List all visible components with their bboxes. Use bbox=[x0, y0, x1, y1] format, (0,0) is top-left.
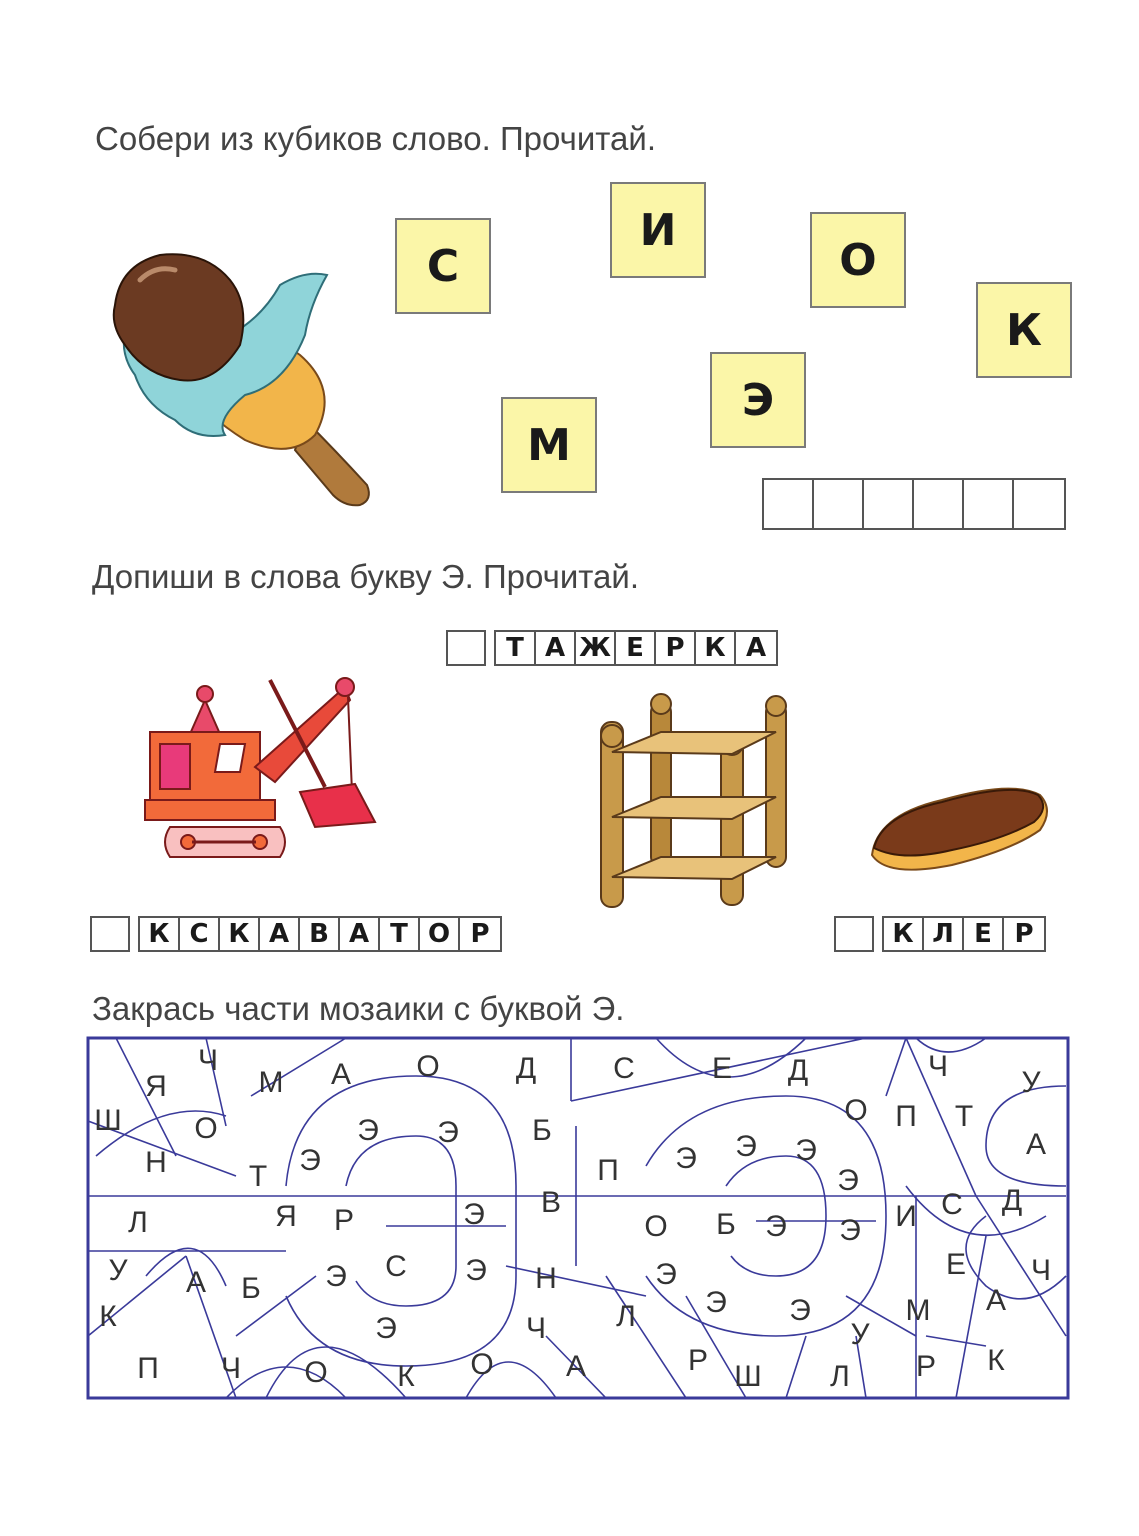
mosaic-cell-letter[interactable]: Д bbox=[515, 1051, 537, 1085]
mosaic-cell-letter[interactable]: К bbox=[99, 1299, 117, 1333]
cube-letter: Э bbox=[741, 374, 775, 426]
mosaic-cell-letter[interactable]: Э bbox=[735, 1129, 757, 1163]
word-letter: А bbox=[536, 632, 576, 664]
word-letter: В bbox=[300, 918, 340, 950]
mosaic-cell-letter[interactable]: Э bbox=[357, 1113, 379, 1147]
word-letter: Е bbox=[616, 632, 656, 664]
letter-cube[interactable] bbox=[810, 212, 906, 308]
mosaic-cell-letter[interactable]: Э bbox=[789, 1293, 811, 1327]
mosaic-cell-letter[interactable]: Т bbox=[248, 1159, 268, 1193]
word-letter: А bbox=[745, 633, 767, 663]
mosaic-cell-letter[interactable]: Э bbox=[463, 1197, 485, 1231]
mosaic-cell-letter[interactable]: В bbox=[540, 1185, 562, 1219]
mosaic-cell-letter[interactable]: Э bbox=[655, 1257, 677, 1291]
mosaic-cell-letter[interactable]: С bbox=[385, 1249, 407, 1283]
mosaic-cell-letter[interactable]: Ш bbox=[94, 1103, 122, 1137]
mosaic-cell-letter[interactable]: Э bbox=[465, 1253, 487, 1287]
mosaic-cell-letter[interactable]: П bbox=[597, 1153, 619, 1187]
mosaic-cell-letter[interactable]: Э bbox=[437, 1115, 459, 1149]
mosaic-cell-letter[interactable]: П bbox=[137, 1351, 159, 1385]
ice-cream-illustration bbox=[105, 245, 380, 510]
mosaic-cell-letter[interactable]: Т bbox=[954, 1099, 974, 1133]
mosaic-cell-letter[interactable]: Э bbox=[325, 1259, 347, 1293]
answer-slot[interactable] bbox=[864, 480, 914, 528]
word-letter: Р bbox=[1014, 919, 1034, 949]
word-letter: К bbox=[220, 918, 260, 950]
mosaic-cell-letter[interactable]: У bbox=[108, 1253, 128, 1287]
mosaic-cell-letter[interactable]: Ч bbox=[198, 1043, 218, 1077]
letter-cube[interactable] bbox=[610, 182, 706, 278]
mosaic-cell-letter[interactable]: Э bbox=[765, 1209, 787, 1243]
word-letter: Р bbox=[656, 632, 696, 664]
cube-letter: К bbox=[1006, 304, 1042, 356]
mosaic-cell-letter[interactable]: И bbox=[895, 1199, 917, 1233]
instruction-3: Закрась части мозаики с буквой Э. bbox=[92, 990, 625, 1027]
answer-slot[interactable] bbox=[914, 480, 964, 528]
word-letter: К bbox=[884, 918, 924, 950]
word-letter: Л bbox=[924, 918, 964, 950]
mosaic-cell-letter[interactable]: О bbox=[194, 1111, 218, 1145]
mosaic-cell-letter[interactable]: Ш bbox=[734, 1359, 762, 1393]
mosaic-cell-letter[interactable]: У bbox=[1021, 1065, 1041, 1099]
mosaic-cell-letter[interactable]: Э bbox=[375, 1311, 397, 1345]
mosaic-cell-letter[interactable]: Н bbox=[535, 1261, 557, 1295]
missing-letter-slot[interactable] bbox=[834, 916, 874, 952]
mosaic-cell-letter[interactable]: Э bbox=[299, 1143, 321, 1177]
mosaic-cell-letter[interactable]: О bbox=[304, 1355, 328, 1389]
mosaic-puzzle[interactable] bbox=[86, 1036, 1071, 1404]
mosaic-cell-letter[interactable]: Р bbox=[333, 1203, 355, 1237]
mosaic-cell-letter[interactable]: П bbox=[895, 1099, 917, 1133]
answer-slot[interactable] bbox=[814, 480, 864, 528]
word-letter: А bbox=[340, 918, 380, 950]
eclair-illustration bbox=[862, 770, 1057, 880]
mosaic-cell-letter[interactable]: К bbox=[987, 1343, 1005, 1377]
word-etazherka bbox=[446, 630, 778, 666]
mosaic-cell-letter[interactable]: Л bbox=[830, 1359, 850, 1393]
mosaic-cell-letter[interactable]: Д bbox=[787, 1053, 809, 1087]
mosaic-cell-letter[interactable]: Э bbox=[675, 1141, 697, 1175]
mosaic-cell-letter[interactable]: О bbox=[844, 1093, 868, 1127]
mosaic-cell-letter[interactable]: Ч bbox=[1031, 1253, 1051, 1287]
mosaic-cell-letter[interactable]: У bbox=[850, 1317, 870, 1351]
word-ekskavator bbox=[90, 916, 502, 952]
mosaic-cell-letter[interactable]: Я bbox=[145, 1069, 167, 1103]
mosaic-cell-letter[interactable]: Ч bbox=[526, 1311, 546, 1345]
missing-letter-slot[interactable] bbox=[446, 630, 486, 666]
mosaic-cell-letter[interactable]: Б bbox=[241, 1271, 261, 1305]
word-letter: А bbox=[260, 918, 300, 950]
mosaic-cell-letter[interactable]: Я bbox=[275, 1199, 297, 1233]
cube-letter: С bbox=[426, 240, 460, 292]
shelf-illustration bbox=[596, 692, 796, 912]
mosaic-cell-letter[interactable]: О bbox=[470, 1347, 494, 1381]
mosaic-cell-letter[interactable]: Э bbox=[705, 1285, 727, 1319]
word-letter: Р bbox=[470, 919, 490, 949]
mosaic-cell-letter[interactable]: Э bbox=[837, 1163, 859, 1197]
mosaic-cell-letter[interactable]: О bbox=[644, 1209, 668, 1243]
missing-letter-slot[interactable] bbox=[90, 916, 130, 952]
answer-slot[interactable] bbox=[764, 480, 814, 528]
word-letter: Е bbox=[964, 918, 1004, 950]
mosaic-cell-letter[interactable]: Б bbox=[532, 1113, 552, 1147]
instruction-2: Допиши в слова букву Э. Прочитай. bbox=[92, 558, 639, 595]
mosaic-cell-letter[interactable]: С bbox=[613, 1051, 635, 1085]
word-letter: Ж bbox=[576, 632, 616, 664]
mosaic-cell-letter[interactable]: С bbox=[941, 1187, 963, 1221]
answer-slot[interactable] bbox=[1014, 480, 1064, 528]
mosaic-cell-letter[interactable]: О bbox=[416, 1049, 440, 1083]
word-letter: К bbox=[696, 632, 736, 664]
mosaic-cell-letter[interactable]: А bbox=[1025, 1127, 1047, 1161]
excavator-illustration bbox=[140, 672, 385, 872]
word-letter: Т bbox=[380, 918, 420, 950]
word-letter: О bbox=[420, 918, 460, 950]
mosaic-cell-letter[interactable]: Н bbox=[145, 1145, 167, 1179]
cube-letter: О bbox=[839, 234, 877, 286]
mosaic-cell-letter[interactable]: Е bbox=[711, 1051, 733, 1085]
answer-slot[interactable] bbox=[964, 480, 1014, 528]
mosaic-cell-letter[interactable]: Е bbox=[945, 1247, 967, 1281]
mosaic-cell-letter[interactable]: Ч bbox=[221, 1351, 241, 1385]
word-letter: К bbox=[140, 918, 180, 950]
word-ekler bbox=[834, 916, 1046, 952]
mosaic-cell-letter[interactable]: А bbox=[985, 1283, 1007, 1317]
mosaic-cell-letter[interactable]: Р bbox=[915, 1349, 937, 1383]
mosaic-cell-letter[interactable]: Д bbox=[1001, 1183, 1023, 1217]
word-letter: Т bbox=[496, 632, 536, 664]
mosaic-cell-letter[interactable]: А bbox=[185, 1265, 207, 1299]
letter-cube[interactable] bbox=[710, 352, 806, 448]
mosaic-cell-letter[interactable]: М bbox=[258, 1065, 284, 1099]
letter-cube[interactable] bbox=[976, 282, 1072, 378]
answer-slots bbox=[762, 478, 1066, 530]
mosaic-cell-letter[interactable]: М bbox=[905, 1293, 931, 1327]
cube-letter: М bbox=[527, 419, 571, 471]
mosaic-cell-letter[interactable]: А bbox=[565, 1349, 587, 1383]
mosaic-cell-letter[interactable]: Р bbox=[687, 1343, 709, 1377]
instruction-1: Собери из кубиков слово. Прочитай. bbox=[95, 120, 656, 157]
letter-cube[interactable] bbox=[501, 397, 597, 493]
mosaic-cell-letter[interactable]: Л bbox=[616, 1299, 636, 1333]
mosaic-cell-letter[interactable]: К bbox=[397, 1359, 415, 1393]
mosaic-cell-letter[interactable]: Э bbox=[839, 1213, 861, 1247]
letter-cube[interactable] bbox=[395, 218, 491, 314]
mosaic-cell-letter[interactable]: Б bbox=[716, 1207, 736, 1241]
mosaic-cell-letter[interactable]: А bbox=[330, 1057, 352, 1091]
word-letter: С bbox=[180, 918, 220, 950]
mosaic-cell-letter[interactable]: Л bbox=[128, 1205, 148, 1239]
cube-letter: И bbox=[639, 204, 677, 256]
mosaic-cell-letter[interactable]: Ч bbox=[928, 1049, 948, 1083]
mosaic-cell-letter[interactable]: Э bbox=[795, 1133, 817, 1167]
